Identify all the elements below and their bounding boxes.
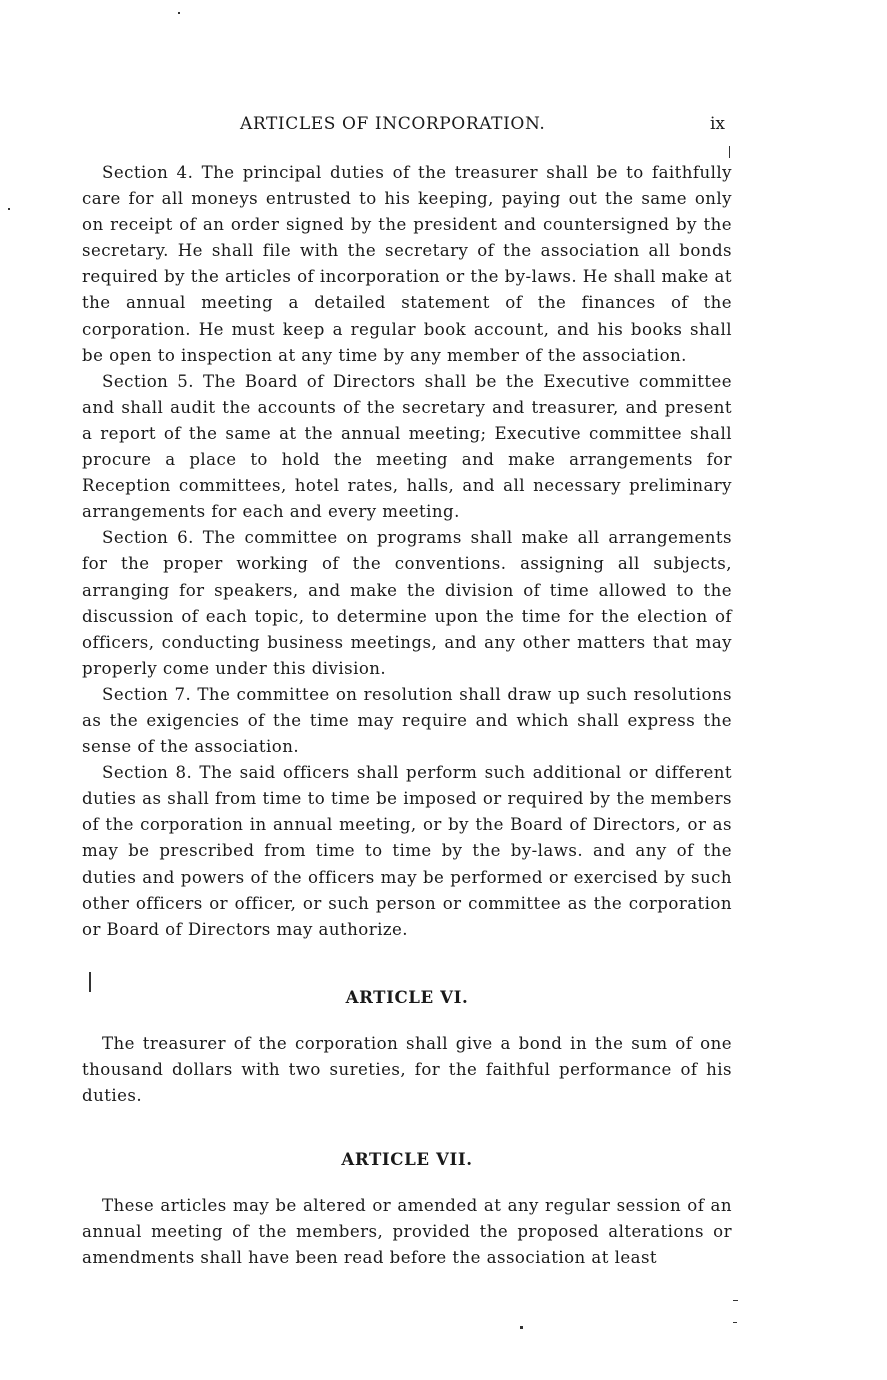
- scan-mark: [729, 146, 730, 158]
- scan-mark: [89, 972, 91, 992]
- body-text: [82, 160, 732, 1271]
- section-7-paragraph: Section 7. The committee on resolution shall draw up such resolutions as the exigencies of the time may require and which shall express the sense of the association.: [82, 684, 732, 757]
- article-vi-heading: ARTICLE VI.: [345, 986, 469, 1007]
- article-vii-paragraph: These articles may be altered or amended at any regular session of an annual meeting of the members, provided the proposed alterations or amendments shall have been read before the association at least: [82, 1196, 732, 1268]
- section-5-paragraph: Section 5. The Board of Directors shall be the Executive committee and shall audit the accounts of the secretary and treasurer, and present a report of the same at the annual meeting; Executive committee shall procure a place to hold the meeting and make arrangements for Reception committees, hotel rates, halls, and all necessary preliminary arrangements for each and every meeting.: [82, 371, 732, 522]
- article-vii-heading: ARTICLE VII.: [341, 1149, 473, 1170]
- section-4-paragraph: Section 4. The principal duties of the treasurer shall be to faithfully care for all moneys entrusted to his keeping, paying out the same only on receipt of an order signed by the president and countersigned by the secretary. He shall file with the secretary of the association all bonds required by the articles of incorporation or the by-laws. He shall make at the annual meeting a detailed statement of the finances of the corporation. He must keep a regular book account, and his books shall be open to inspection at any time by any member of the association.: [82, 163, 732, 365]
- scan-speck: [733, 1300, 738, 1301]
- article-vi-paragraph: The treasurer of the corporation shall give a bond in the sum of one thousand dollars with two sureties, for the faithful performance of his duties.: [82, 1033, 732, 1105]
- running-header: [0, 114, 887, 138]
- scan-speck: [178, 12, 180, 14]
- page-title: ARTICLES OF INCORPORATION.: [240, 114, 546, 134]
- scan-speck: [733, 1322, 737, 1323]
- scan-speck: [8, 208, 10, 210]
- scan-speck: [520, 1326, 523, 1329]
- section-6-paragraph: Section 6. The committee on programs shall make all arrangements for the proper working of the conventions. assigning all subjects, arranging for speakers, and make the division of time allowed to the discussion of each topic, to determine upon the time for the election of officers, conducting business meetings, and any other matters that may properly come under this division.: [82, 528, 732, 678]
- section-8-paragraph: Section 8. The said officers shall perform such additional or different duties as shall from time to time be imposed or required by the members of the corporation in annual meeting, or by the Board of Directors, or as may be prescribed from time to time by the by-laws. and any of the duties and powers of the officers may be performed or exercised by such other officers or officer, or such person or committee as the corporation or Board of Directors may authorize.: [82, 763, 732, 939]
- page-number: ix: [710, 114, 726, 134]
